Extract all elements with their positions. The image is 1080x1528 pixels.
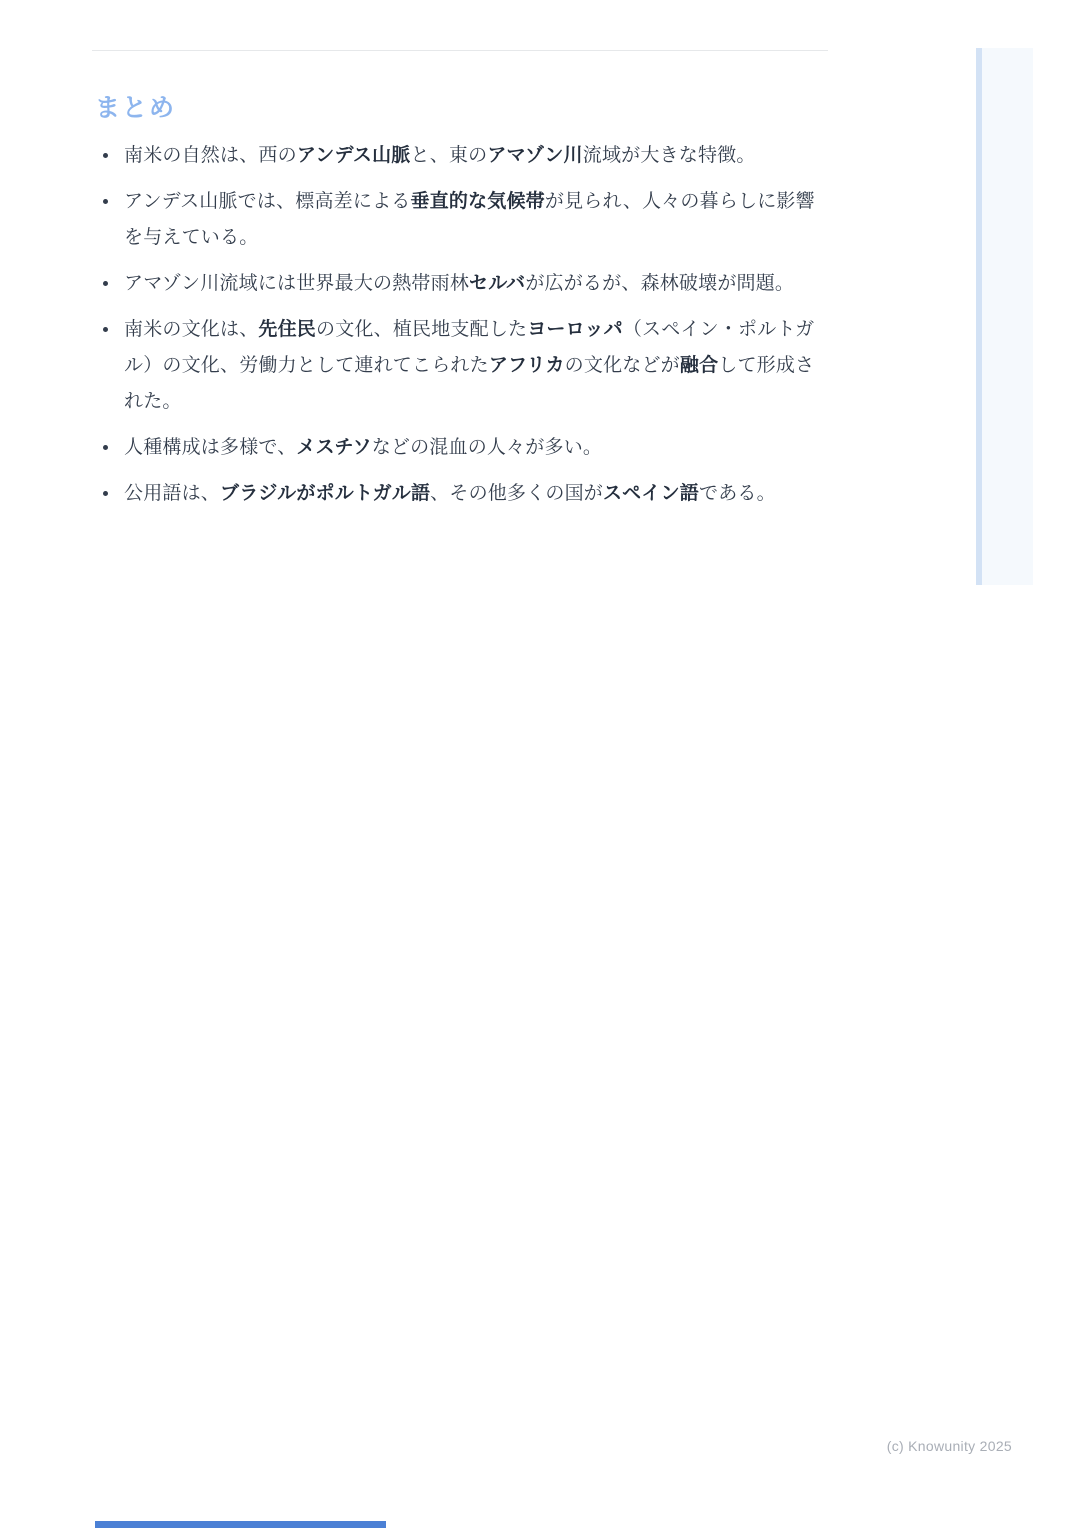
bold-term: アフリカ <box>488 355 565 376</box>
text-run: の文化などが <box>564 355 680 376</box>
bold-term: ブラジルがポルトガル語 <box>220 483 431 504</box>
text-run: 南米の自然は、西の <box>124 145 297 166</box>
text-run: アンデス山脈では、標高差による <box>124 191 411 212</box>
bold-term: 垂直的な気候帯 <box>410 191 545 212</box>
text-run: である。 <box>699 483 776 504</box>
bold-term: 先住民 <box>258 319 317 340</box>
text-run: の文化、植民地支配した <box>316 319 528 340</box>
right-margin-panel <box>976 48 1033 585</box>
section-heading: まとめ <box>95 94 177 122</box>
bold-term: メスチソ <box>296 437 372 458</box>
bold-term: スペイン語 <box>602 483 699 504</box>
copyright: (c) Knowunity 2025 <box>886 1438 1012 1454</box>
list-item <box>95 430 823 466</box>
text-run: 南米の文化は、 <box>124 319 259 340</box>
bottom-accent-bar <box>95 1521 386 1528</box>
text-run: 人種構成は多様で、 <box>124 437 297 458</box>
text-run: 公用語は、 <box>124 483 221 504</box>
bold-term: アンデス山脈 <box>296 145 411 166</box>
list-item <box>95 476 823 512</box>
list-item <box>95 312 823 420</box>
list-item <box>95 138 823 174</box>
bold-term: 融合 <box>679 355 719 376</box>
text-run: が広がるが、森林破壊が問題。 <box>525 273 795 294</box>
list-item <box>95 184 823 256</box>
text-run: 流域が大きな特徴。 <box>582 145 756 166</box>
text-run: 、その他多くの国が <box>430 483 603 504</box>
text-run: が見られ、人々の暮らしに影響を与えている。 <box>124 191 815 248</box>
text-run: （スペイン・ポルトガル）の文化、労働力として連れてこられた <box>124 319 815 376</box>
text-run: して形成された。 <box>124 355 815 412</box>
bold-term: セルバ <box>469 273 526 294</box>
text-run: と、東の <box>410 145 488 166</box>
list-item <box>95 266 823 302</box>
top-divider <box>92 50 828 51</box>
summary-list <box>95 138 823 522</box>
bold-term: ヨーロッパ <box>527 319 623 340</box>
text-run: などの混血の人々が多い。 <box>371 437 603 458</box>
bold-term: アマゾン川 <box>487 145 583 166</box>
text-run: アマゾン川流域には世界最大の熱帯雨林 <box>124 273 470 294</box>
